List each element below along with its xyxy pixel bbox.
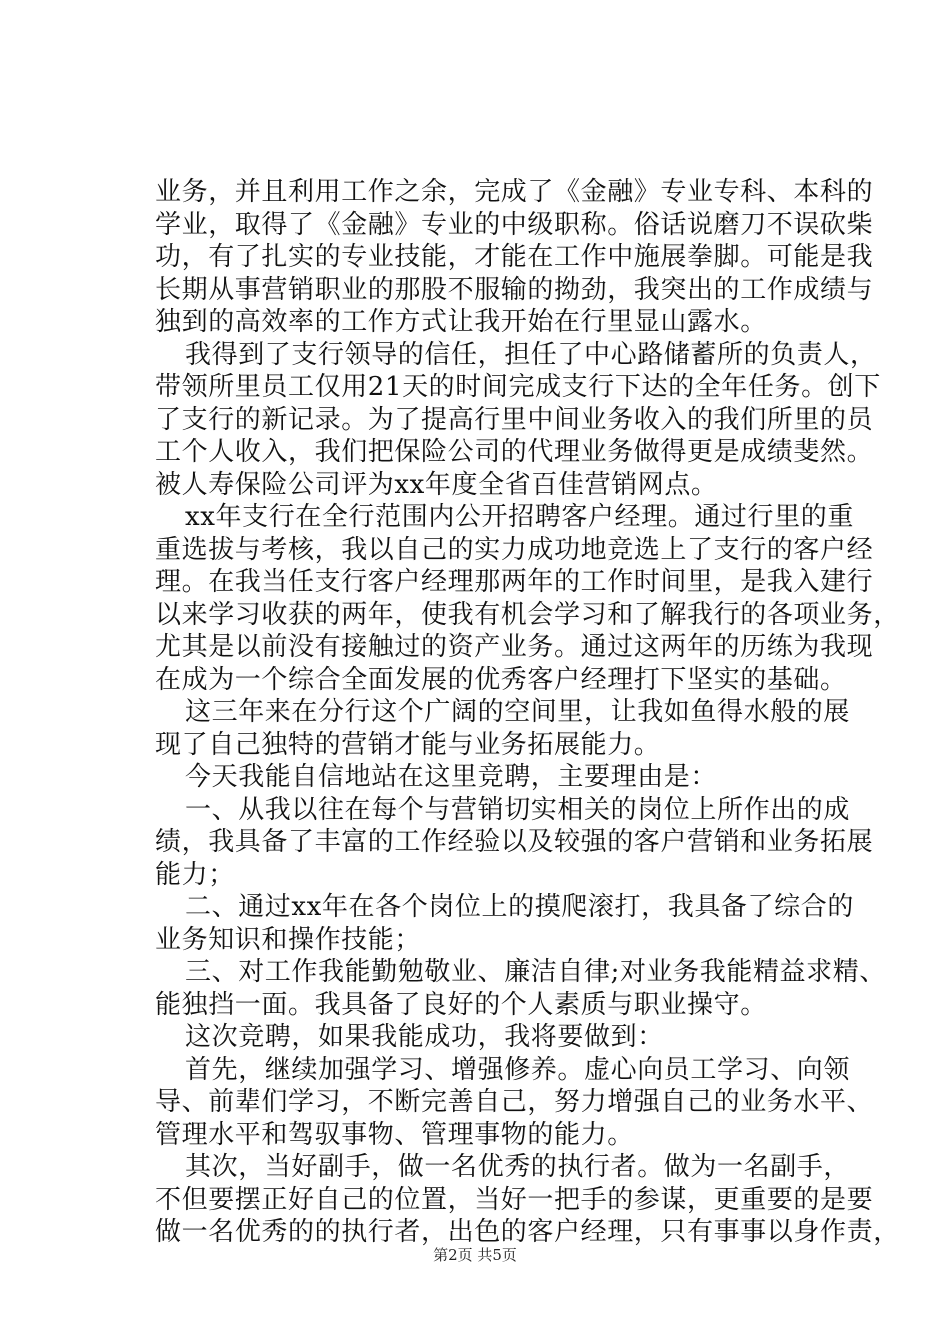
text-line: 学业，取得了《金融》专业的中级职称。俗话说磨刀不误砍柴 xyxy=(155,209,874,240)
text-line: 独到的高效率的工作方式让我开始在行里显山露水。 xyxy=(155,307,767,337)
text-line: 尤其是以前没有接触过的资产业务。通过这两年的历练为我现 xyxy=(155,632,874,662)
text-line: 长期从事营销职业的那股不服输的拗劲，我突出的工作成绩与 xyxy=(155,274,874,305)
page-number-footer: 第2页 共5页 xyxy=(433,1246,517,1264)
paragraph-start-line: 这三年来在分行这个广阔的空间里，让我如鱼得水般的展 xyxy=(185,697,851,727)
paragraph-start-line: 今天我能自信地站在这里竞聘，主要理由是： xyxy=(185,762,718,792)
text-line: 工个人收入，我们把保险公司的代理业务做得更是成绩斐然。 xyxy=(155,437,874,467)
paragraph-start-line: 其次，当好副手，做一名优秀的执行者。做为一名副手， xyxy=(185,1152,851,1182)
text-line: 做一名优秀的的执行者，出色的客户经理，只有事事以身作责， xyxy=(155,1217,900,1247)
text-line: 现了自己独特的营销才能与业务拓展能力。 xyxy=(155,729,661,760)
text-line: 重选拔与考核，我以自己的实力成功地竞选上了支行的客户经 xyxy=(155,534,874,565)
paragraph-start-line: 三、对工作我能勤勉敬业、廉洁自律;对业务我能精益求精、 xyxy=(185,957,886,987)
paragraph-start-line: 二、通过xx年在各个岗位上的摸爬滚打，我具备了综合的 xyxy=(185,892,854,922)
text-line: 导、前辈们学习，不断完善自己，努力增强自己的业务水平、 xyxy=(155,1087,874,1117)
text-line: 了支行的新记录。为了提高行里中间业务收入的我们所里的员 xyxy=(155,404,874,435)
text-line: 绩，我具备了丰富的工作经验以及较强的客户营销和业务拓展 xyxy=(155,827,874,857)
text-line: 能独挡一面。我具备了良好的个人素质与职业操守。 xyxy=(155,989,767,1020)
paragraph-start-line: 这次竞聘，如果我能成功，我将要做到： xyxy=(185,1022,664,1052)
paragraph-start-line: xx年支行在全行范围内公开招聘客户经理。通过行里的重 xyxy=(185,502,854,532)
text-line: 业务，并且利用工作之余，完成了《金融》专业专科、本科的 xyxy=(155,177,874,207)
text-line: 不但要摆正好自己的位置，当好一把手的参谋，更重要的是要 xyxy=(155,1184,874,1215)
document-body xyxy=(155,176,900,1249)
text-line: 在成为一个综合全面发展的优秀客户经理打下坚实的基础。 xyxy=(155,664,847,695)
text-line: 管理水平和驾驭事物、管理事物的能力。 xyxy=(155,1119,634,1150)
text-line: 理。在我当任支行客户经理那两年的工作时间里，是我入建行 xyxy=(155,567,874,597)
text-line: 业务知识和操作技能； xyxy=(155,924,422,955)
text-line: 被人寿保险公司评为xx年度全省百佳营销网点。 xyxy=(155,469,718,500)
text-line: 以来学习收获的两年，使我有机会学习和了解我行的各项业务， xyxy=(155,599,900,630)
paragraph-start-line: 我得到了支行领导的信任，担任了中心路储蓄所的负责人， xyxy=(185,339,877,370)
text-line: 带领所里员工仅用21天的时间完成支行下达的全年任务。创下 xyxy=(155,372,881,402)
text-line: 功，有了扎实的专业技能，才能在工作中施展拳脚。可能是我 xyxy=(155,242,874,272)
paragraph-start-line: 一、从我以往在每个与营销切实相关的岗位上所作出的成 xyxy=(185,794,851,825)
paragraph-start-line: 首先，继续加强学习、增强修养。虚心向员工学习、向领 xyxy=(185,1054,851,1085)
text-line: 能力； xyxy=(155,859,235,890)
